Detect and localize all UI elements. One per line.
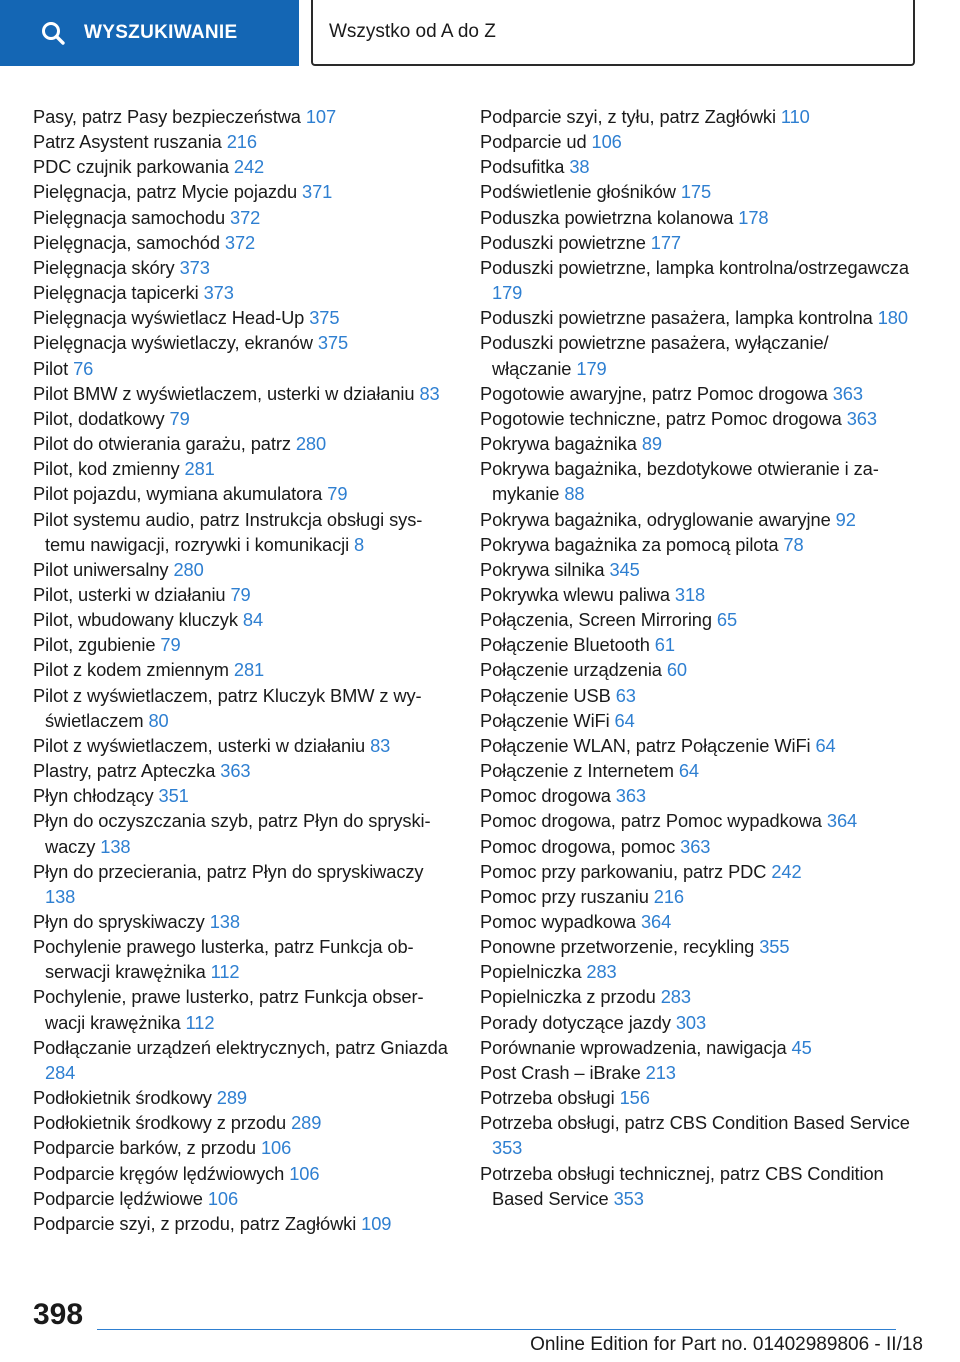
index-entry: [480, 657, 910, 682]
index-entry-page-link[interactable]: 363: [615, 785, 646, 807]
index-entry-page-link[interactable]: 216: [226, 131, 257, 153]
index-column-left: [33, 104, 453, 1236]
index-entry: [480, 859, 910, 884]
index-entry: [33, 431, 453, 456]
index-entry-page-link[interactable]: 289: [216, 1087, 247, 1109]
index-entry-text: Poduszki powietrzne pasażera, wyłączanie/ włączanie: [480, 332, 829, 379]
search-icon: [40, 20, 66, 46]
index-entry: [33, 280, 453, 305]
index-entry-page-link[interactable]: 371: [302, 181, 333, 203]
index-entry-text: Połączenie z Internetem: [480, 760, 674, 782]
index-entry: [33, 1135, 453, 1160]
index-entry-text: Porady dotyczące jazdy: [480, 1011, 671, 1033]
index-entry-page-link[interactable]: 112: [210, 961, 240, 983]
index-entry: [33, 255, 453, 280]
index-column-right: [480, 104, 910, 1211]
index-entry-page-link[interactable]: 38: [569, 156, 590, 178]
index-entry-page-link[interactable]: 177: [650, 231, 681, 253]
index-entry: [33, 179, 453, 204]
index-entry-page-link[interactable]: 281: [184, 458, 215, 480]
index-entry-page-link[interactable]: 363: [832, 382, 863, 404]
index-entry: [33, 1211, 453, 1236]
index-entry: [480, 104, 910, 129]
index-entry-text: Pilot do otwierania garażu, patrz: [33, 433, 291, 455]
index-entry-text: Pilot z kodem zmiennym: [33, 659, 229, 681]
index-entry-page-link[interactable]: 372: [224, 231, 256, 253]
index-entry-page-link[interactable]: 78: [783, 533, 804, 555]
index-entry-text: Popielniczka z przodu: [480, 986, 656, 1008]
index-entry-page-link[interactable]: 109: [361, 1212, 392, 1234]
index-entry-page-link[interactable]: 106: [289, 1162, 320, 1184]
index-entry-page-link[interactable]: 61: [654, 634, 675, 656]
index-entry: [480, 984, 910, 1009]
index-entry-page-link[interactable]: 213: [645, 1061, 676, 1083]
index-entry-page-link[interactable]: 63: [615, 684, 636, 706]
index-entry-text: Połączenie WiFi: [480, 709, 610, 731]
index-entry: [33, 657, 453, 682]
index-entry-text: Post Crash – iBrake: [480, 1061, 641, 1083]
index-entry: [33, 406, 453, 431]
index-entry-page-link[interactable]: 373: [203, 282, 234, 304]
index-entry: [480, 1060, 910, 1085]
index-entry-page-link[interactable]: 179: [492, 282, 523, 304]
index-entry: [480, 255, 910, 305]
index-entry-text: Poduszki powietrzne, lampka kontrolna/ostrzegawcza: [480, 256, 909, 278]
index-entry-page-link[interactable]: 89: [641, 433, 662, 455]
index-entry: [33, 305, 453, 330]
index-entry-text: Potrzeba obsługi technicznej, patrz CBS Condition Based Service: [480, 1162, 884, 1209]
index-entry-page-link[interactable]: 364: [640, 911, 672, 932]
index-entry-text: Ponowne przetworzenie, recykling: [480, 936, 755, 958]
index-entry-page-link[interactable]: 283: [586, 961, 617, 983]
index-entry-text: Pogotowie techniczne, patrz Pomoc drogowa: [480, 407, 842, 429]
index-entry: [33, 154, 453, 179]
index-entry: [33, 808, 453, 858]
index-entry-page-link[interactable]: 79: [160, 634, 181, 656]
index-entry-page-link[interactable]: 345: [609, 558, 640, 580]
index-entry: [480, 632, 910, 657]
search-button-label: WYSZUKIWANIE: [84, 22, 238, 43]
index-entry-text: Pielęgnacja samochodu: [33, 206, 226, 228]
index-entry-page-link[interactable]: 216: [653, 885, 684, 907]
index-entry-text: Pogotowie awaryjne, patrz Pomoc drogowa: [480, 382, 828, 404]
index-entry: [33, 330, 453, 355]
index-entry-text: Pielęgnacja, patrz Mycie pojazdu: [33, 181, 298, 203]
index-entry-page-link[interactable]: 280: [295, 433, 327, 455]
index-entry-page-link[interactable]: 363: [846, 407, 877, 429]
index-entry-text: Pochylenie, prawe lusterko, patrz Funkcja obserwacji krawężnika: [33, 986, 424, 1033]
index-entry-text: Pielęgnacja tapicerki: [33, 282, 199, 304]
index-entry: [33, 582, 453, 607]
index-entry-text: Podłączanie urządzeń elektrycznych, patrz Gniazda: [33, 1036, 448, 1058]
index-entry: [480, 532, 910, 557]
index-entry-page-link[interactable]: 83: [370, 734, 391, 756]
index-entry: [33, 356, 453, 381]
index-entry-page-link[interactable]: 80: [148, 709, 169, 731]
index-entry-text: Pokrywa silnika: [480, 558, 605, 580]
index-entry-page-link[interactable]: 84: [242, 609, 264, 631]
tab-a-to-z-label: Wszystko od A do Z: [329, 21, 496, 42]
index-entry-page-link[interactable]: 284: [45, 1061, 76, 1083]
index-entry: [480, 507, 910, 532]
index-entry-page-link[interactable]: 112: [185, 1011, 215, 1033]
index-entry: [480, 683, 910, 708]
index-entry: [480, 179, 910, 204]
index-entry-text: Podłokietnik środkowy: [33, 1087, 212, 1109]
index-entry: [480, 456, 910, 506]
index-entry-page-link[interactable]: 179: [576, 357, 607, 379]
index-entry-page-link[interactable]: 64: [815, 734, 836, 756]
index-entry-page-link[interactable]: 375: [309, 307, 340, 329]
index-entry-page-link[interactable]: 281: [233, 659, 265, 681]
index-entry-page-link[interactable]: 83: [419, 382, 440, 404]
index-entry-page-link[interactable]: 363: [680, 835, 711, 857]
index-entry-text: Pielęgnacja wyświetlacz Head-Up: [33, 307, 305, 329]
index-entry-page-link[interactable]: 64: [614, 709, 635, 731]
index-entry-text: Pomoc drogowa, pomoc: [480, 835, 676, 857]
index-entry-text: Pomoc wypadkowa: [480, 911, 636, 932]
index-entry-text: Pilot z wyświetlaczem, patrz Kluczyk BMW z wyświetlaczem: [33, 684, 422, 731]
index-entry: [480, 205, 910, 230]
index-entry-text: Pomoc przy parkowaniu, patrz PDC: [480, 860, 767, 882]
index-entry-text: Pilot, wbudowany kluczyk: [33, 609, 238, 631]
index-entry-text: Pomoc drogowa, patrz Pomoc wypadkowa: [480, 810, 822, 832]
index-entry-text: Pilot: [33, 357, 69, 379]
index-entry-page-link[interactable]: 79: [327, 483, 348, 505]
index-entry: [480, 381, 910, 406]
index-entry-text: Płyn do spryskiwaczy: [33, 911, 205, 932]
index-entry-text: Poduszki powietrzne pasażera, lampka kontrolna: [480, 307, 873, 329]
index-entry-text: Pielęgnacja skóry: [33, 256, 175, 278]
index-entry-page-link[interactable]: 355: [759, 936, 790, 958]
index-entry-text: Pomoc drogowa: [480, 785, 611, 807]
index-entry: [33, 632, 453, 657]
index-entry-page-link[interactable]: 107: [305, 106, 337, 127]
index-entry-page-link[interactable]: 138: [209, 911, 240, 932]
index-entry: [33, 557, 453, 582]
index-entry: [33, 104, 453, 129]
index-entry: [480, 733, 910, 758]
index-entry-page-link[interactable]: 289: [291, 1112, 322, 1134]
index-entry: [33, 1085, 453, 1110]
index-entry: [33, 607, 453, 632]
index-entry: [33, 1035, 453, 1085]
index-entry: [480, 330, 910, 380]
index-entry-text: Pilot z wyświetlaczem, usterki w działaniu: [33, 734, 366, 756]
index-entry-page-link[interactable]: 373: [179, 256, 210, 278]
index-entry: [480, 959, 910, 984]
index-entry-text: Połączenia, Screen Mirroring: [480, 609, 712, 631]
index-entry-text: Pokrywa bagażnika, bezdotykowe otwieranie i zamykanie: [480, 458, 879, 505]
index-entry-text: Połączenie urządzenia: [480, 659, 662, 681]
index-entry-text: Podparcie szyi, z tyłu, patrz Zagłówki: [480, 106, 776, 127]
index-entry-text: Pomoc przy ruszaniu: [480, 885, 649, 907]
index-entry-page-link[interactable]: 242: [233, 156, 265, 178]
index-entry: [480, 607, 910, 632]
index-entry: [480, 1161, 910, 1211]
index-entry: [480, 230, 910, 255]
index-entry-text: Pokrywa bagażnika, odryglowanie awaryjne: [480, 508, 831, 530]
index-entry: [33, 984, 453, 1034]
index-entry: [480, 834, 910, 859]
index-entry-text: Pilot, kod zmienny: [33, 458, 180, 480]
index-entry: [480, 758, 910, 783]
index-entry-text: Podłokietnik środkowy z przodu: [33, 1112, 287, 1134]
index-entry-page-link[interactable]: 363: [220, 760, 251, 782]
index-entry-page-link[interactable]: 375: [317, 332, 349, 354]
index-entry: [480, 1010, 910, 1035]
index-entry: [480, 154, 910, 179]
index-entry-text: Połączenie USB: [480, 684, 611, 706]
index-entry: [480, 1085, 910, 1110]
index-entry: [480, 909, 910, 934]
index-entry-text: Pokrywa bagażnika za pomocą pilota: [480, 533, 779, 555]
index-entry: [33, 129, 453, 154]
index-entry-text: Podparcie ud: [480, 131, 587, 153]
index-entry: [480, 934, 910, 959]
index-entry: [33, 1110, 453, 1135]
index-entry: [33, 481, 453, 506]
index-entry: [480, 1035, 910, 1060]
footer-edition: Online Edition for Part no. 01402989806 - II/18: [530, 1334, 923, 1355]
index-entry-page-link[interactable]: 106: [207, 1187, 239, 1209]
index-entry: [33, 230, 453, 255]
index-entry-text: Podświetlenie głośników: [480, 181, 676, 203]
index-entry-text: Popielniczka: [480, 961, 582, 983]
index-entry-text: Potrzeba obsługi: [480, 1087, 615, 1109]
index-entry-page-link[interactable]: 76: [73, 357, 94, 379]
index-entry-text: Podparcie barków, z przodu: [33, 1137, 256, 1159]
index-entry: [33, 758, 453, 783]
index-entry: [33, 456, 453, 481]
index-entry-text: Podparcie lędźwiowe: [33, 1187, 203, 1209]
index-entry-text: Pilot, dodatkowy: [33, 407, 165, 429]
index-entry-text: Pielęgnacja wyświetlaczy, ekranów: [33, 332, 313, 354]
index-entry: [33, 1161, 453, 1186]
index-entry: [480, 129, 910, 154]
index-entry-text: Pilot uniwersalny: [33, 558, 169, 580]
index-entry-text: Pasy, patrz Pasy bezpieczeństwa: [33, 106, 301, 127]
index-entry-page-link[interactable]: 110: [780, 106, 810, 127]
index-entry-text: Patrz Asystent ruszania: [33, 131, 222, 153]
index-entry: [480, 884, 910, 909]
index-entry-page-link[interactable]: 60: [666, 659, 687, 681]
index-entry-page-link[interactable]: 79: [169, 407, 190, 429]
index-entry: [33, 1186, 453, 1211]
index-entry-text: Pielęgnacja, samochód: [33, 231, 220, 253]
index-entry-page-link[interactable]: 65: [716, 609, 738, 631]
index-entry-text: Potrzeba obsługi, patrz CBS Condition Based Service: [480, 1112, 910, 1134]
index-entry-text: Pilot pojazdu, wymiana akumulatora: [33, 483, 323, 505]
index-entry-page-link[interactable]: 280: [173, 558, 204, 580]
index-entry-page-link[interactable]: 88: [564, 483, 585, 505]
index-entry: [480, 783, 910, 808]
index-entry-text: Pilot BMW z wyświetlaczem, usterki w działaniu: [33, 382, 415, 404]
index-entry-text: Plastry, patrz Apteczka: [33, 760, 216, 782]
index-entry-page-link[interactable]: 106: [260, 1137, 292, 1159]
index-entry-page-link[interactable]: 156: [619, 1087, 650, 1109]
index-entry-page-link[interactable]: 175: [680, 181, 712, 203]
index-entry: [480, 406, 910, 431]
index-entry: [33, 683, 453, 733]
index-entry-text: Płyn do oczyszczania szyb, patrz Płyn do spryskiwaczy: [33, 810, 431, 857]
index-entry: [33, 733, 453, 758]
index-entry-page-link[interactable]: 8: [354, 533, 365, 555]
index-entry-text: Podsufitka: [480, 156, 565, 178]
index-entry: [33, 909, 453, 934]
index-entry: [33, 934, 453, 984]
index-entry: [480, 808, 910, 833]
index-entry-text: Pokrywka wlewu paliwa: [480, 583, 670, 605]
index-entry: [480, 557, 910, 582]
index-entry: [33, 205, 453, 230]
index-entry-page-link[interactable]: 353: [613, 1187, 644, 1209]
index-entry-text: Płyn do przecierania, patrz Płyn do spryskiwaczy: [33, 860, 424, 882]
index-entry-text: Pochylenie prawego lusterka, patrz Funkcja obserwacji krawężnika: [33, 936, 414, 983]
index-entry: [33, 381, 453, 406]
index-entry-text: PDC czujnik parkowania: [33, 156, 229, 178]
index-entry-page-link[interactable]: 351: [158, 785, 189, 807]
search-button[interactable]: [0, 0, 299, 66]
index-entry-page-link[interactable]: 64: [678, 760, 699, 782]
index-entry-page-link[interactable]: 364: [826, 810, 858, 832]
index-entry-text: Poduszki powietrzne: [480, 231, 646, 253]
index-entry: [33, 507, 453, 557]
index-entry-text: Płyn chłodzący: [33, 785, 154, 807]
index-entry-text: Podparcie kręgów lędźwiowych: [33, 1162, 285, 1184]
index-entry: [480, 708, 910, 733]
index-entry-text: Połączenie Bluetooth: [480, 634, 650, 656]
index-entry-text: Pilot, usterki w działaniu: [33, 583, 226, 605]
index-entry-page-link[interactable]: 92: [835, 508, 856, 530]
index-entry: [480, 582, 910, 607]
index-entry-page-link[interactable]: 45: [791, 1036, 812, 1058]
index-entry-page-link[interactable]: 318: [674, 583, 706, 605]
index-entry-text: Pilot systemu audio, patrz Instrukcja obsługi systemu nawigacji, rozrywki i komunikacji: [33, 508, 423, 555]
index-entry: [480, 431, 910, 456]
header-bar: [0, 0, 960, 70]
index-entry: [480, 1110, 910, 1160]
index-entry-page-link[interactable]: 372: [230, 206, 261, 228]
index-entry-page-link[interactable]: 79: [230, 583, 251, 605]
index-entry: [480, 305, 910, 330]
index-entry-page-link[interactable]: 138: [100, 835, 131, 857]
page-number: 398: [33, 1298, 84, 1331]
index-entry: [33, 859, 453, 909]
index-entry-text: Pilot, zgubienie: [33, 634, 156, 656]
index-entry-text: Pokrywa bagażnika: [480, 433, 637, 455]
index-entry-text: Poduszka powietrzna kolanowa: [480, 206, 734, 228]
index-entry-page-link[interactable]: 138: [45, 885, 76, 907]
index-entry-page-link[interactable]: 106: [591, 131, 622, 153]
index-entry-text: Połączenie WLAN, patrz Połączenie WiFi: [480, 734, 811, 756]
index-entry-page-link[interactable]: 303: [675, 1011, 707, 1033]
index-entry: [33, 783, 453, 808]
index-entry-page-link[interactable]: 353: [492, 1137, 523, 1159]
index-entry-page-link[interactable]: 178: [738, 206, 769, 228]
tab-a-to-z[interactable]: [311, 0, 915, 66]
footer-divider: [97, 1329, 896, 1330]
index-entry-page-link[interactable]: 242: [771, 860, 802, 882]
index-entry-text: Podparcie szyi, z przodu, patrz Zagłówki: [33, 1212, 357, 1234]
index-entry-text: Porównanie wprowadzenia, nawigacja: [480, 1036, 787, 1058]
index-entry-page-link[interactable]: 283: [660, 986, 691, 1008]
index-entry-page-link[interactable]: 180: [877, 307, 908, 329]
